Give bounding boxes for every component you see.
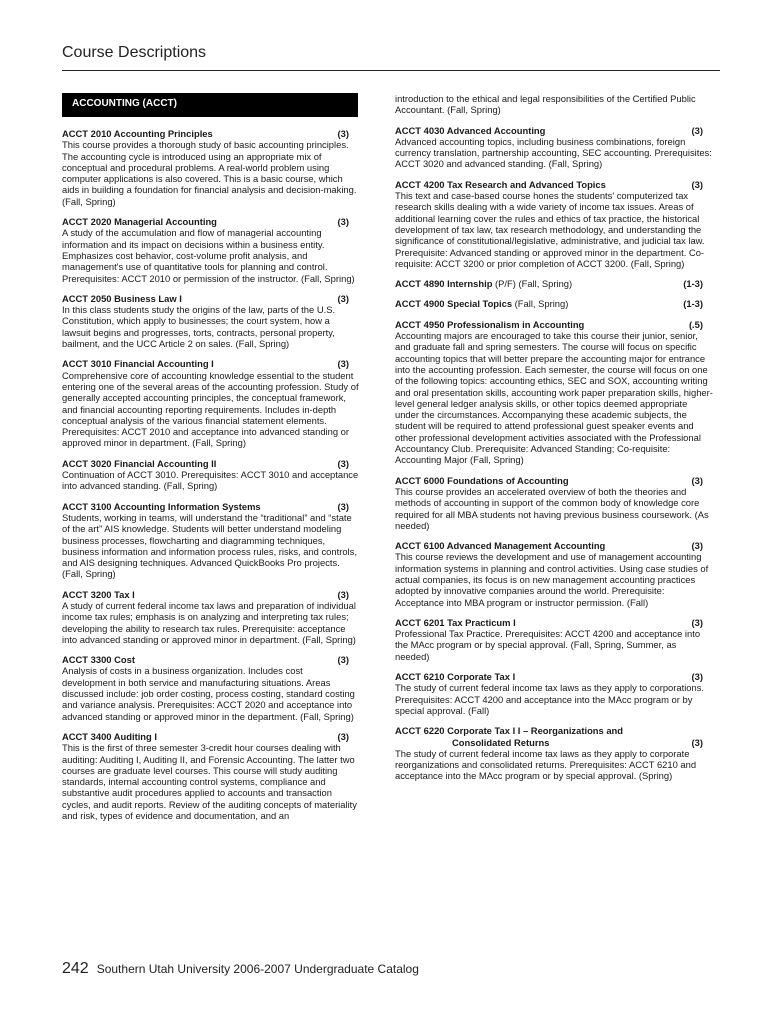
course-heading	[62, 731, 359, 742]
course-heading	[395, 125, 713, 136]
course-title	[62, 458, 216, 469]
continued-description: introduction to the ethical and legal responsibilities of the Certified Public Accountant. (Fall, Spring)	[395, 93, 696, 116]
course-title	[395, 298, 568, 309]
course-title-text: ACCT 3400 Auditing I	[62, 730, 157, 742]
course-description: Advanced accounting topics, including business combinations, foreign currency translation, partnership accounting, SEC accounting. Prerequisites: ACCT 3020 and advanced standing. (Fall, Spring)	[395, 135, 712, 170]
course-heading	[62, 358, 359, 369]
course-entry	[62, 293, 359, 349]
course-title-text: ACCT 6210 Corporate Tax I	[395, 671, 516, 683]
course-heading	[395, 540, 713, 551]
course-title-text: ACCT 4200 Tax Research and Advanced Topics	[395, 178, 606, 190]
course-description: This is the first of three semester 3-credit hour courses dealing with auditing: Auditing I, Auditing II, and Forensic Accounting. The latter two courses are graduate level courses. This course will study auditing standards, internal accounting control systems, compliance and substantive audit procedures applied to accounts and transaction cycles, and audit reports. Review of the auditing concepts of materiality and risk, types of evidence and documentation, and an	[62, 742, 357, 822]
course-entry	[62, 216, 359, 284]
course-entry	[395, 617, 713, 662]
course-heading	[395, 475, 713, 486]
course-title-text: ACCT 6201 Tax Practicum I	[395, 616, 516, 628]
course-credits: (3)	[691, 616, 703, 628]
course-entry	[395, 725, 713, 781]
course-title	[62, 358, 214, 369]
course-title	[395, 278, 572, 289]
course-entry	[395, 179, 713, 269]
course-entry	[395, 540, 713, 608]
course-title	[62, 731, 157, 742]
course-credits: (3)	[337, 358, 349, 370]
course-title-text: ACCT 2050 Business Law I	[62, 292, 182, 304]
course-credits: (3)	[691, 124, 703, 136]
course-credits: (3)	[337, 588, 349, 600]
course-title	[395, 179, 606, 190]
course-entry	[62, 731, 359, 821]
course-title	[62, 128, 213, 139]
course-title-text: ACCT 2010 Accounting Principles	[62, 128, 213, 139]
course-credits: (.5)	[688, 318, 703, 330]
course-credits: (3)	[337, 730, 349, 742]
course-heading	[395, 671, 713, 682]
course-description: This text and case-based course hones the students' computerized tax research skills dealing with a wide variety of income tax issues. Areas of additional learning cover the rules and ethics of tax practice, the historical development of tax law, tax research methodology, and understanding the significance of constitutional/legislative, administrative, and judicial tax law. Prerequisite: Advanced standing or approved minor in the department. Co-requisite: ACCT 3200 or prior completion of ACCT 3200. (Fall, Spring)	[395, 190, 705, 269]
course-note: (Fall, Spring)	[514, 298, 569, 310]
course-description: Comprehensive core of accounting knowledge essential to the student entering one of the several areas of the accounting profession. Study of generally accepted accounting principles, the conceptual framework, and financial accounting reporting requirements. Includes in-depth conceptual analysis of the various financial statement elements. Prerequisites: ACCT 2010 and acceptance into advanced standing or approved minor in department. (Fall, Spring)	[62, 369, 359, 449]
course-credits: (3)	[337, 654, 349, 666]
course-description: In this class students study the origins of the law, parts of the U.S. Constitution, which apply to businesses; the court system, how a lawsuit begins and progresses, torts, contracts, personal property, bailment, and the UCC Article 2 on sales. (Fall, Spring)	[62, 304, 336, 350]
course-credits: (1-3)	[683, 278, 703, 290]
footer-text: Southern Utah University 2006-2007 Undergraduate Catalog	[96, 962, 419, 976]
course-description: This course provides a thorough study of basic accounting principles. The accounting cycle is introduced using an appropriate mix of conceptual and procedural problems. A real-world problem using computer applications is also covered. This is a basic course, which aids in building a foundation for financial analysis and decision-making. (Fall, Spring)	[62, 139, 357, 207]
course-title-text: ACCT 4950 Professionalism in Accounting	[395, 318, 585, 330]
course-heading	[395, 298, 713, 309]
course-heading	[62, 589, 359, 600]
page-number: 242	[62, 960, 89, 977]
course-title-text: ACCT 3020 Financial Accounting II	[62, 457, 217, 469]
right-column	[395, 93, 713, 791]
course-title	[395, 475, 569, 486]
header-divider	[62, 70, 720, 71]
course-title	[395, 125, 545, 136]
course-heading	[62, 654, 359, 665]
course-description: This course provides an accelerated overview of both the theories and methods of accounting in support of the common body of knowledge core required for all MBA students not having previous business coursework. (As needed)	[395, 485, 709, 531]
course-entry	[395, 278, 713, 289]
course-title	[395, 540, 605, 551]
course-entry	[62, 128, 359, 207]
course-heading	[395, 179, 713, 190]
course-entry	[62, 458, 359, 492]
course-entry	[395, 475, 713, 531]
page-title: Course Descriptions	[62, 44, 207, 61]
course-credits: (1-3)	[683, 298, 703, 310]
course-title-text: ACCT 3010 Financial Accounting I	[62, 358, 214, 370]
course-title-text: ACCT 4030 Advanced Accounting	[395, 124, 546, 136]
course-description: A study of the accumulation and flow of managerial accounting information and its impact on decisions within a business entity. Emphasizes cost behavior, cost-volume profit analysis, and management's use of quantitative tools for planning and control. Prerequisites: ACCT 2010 or permission of the instructor. (Fall, Spring)	[62, 227, 355, 284]
course-credits: (3)	[691, 736, 703, 748]
course-heading	[62, 216, 359, 227]
course-description: The study of current federal income tax laws as they apply to corporate reorganizations and consolidated returns. Prerequisites: ACCT 6210 and acceptance into the MAcc program or by special approval. (Spring)	[395, 747, 697, 782]
course-heading	[62, 501, 359, 512]
course-credits: (3)	[691, 540, 703, 552]
course-title	[395, 671, 515, 682]
course-note: (P/F) (Fall, Spring)	[495, 278, 573, 290]
course-heading	[395, 278, 713, 289]
course-title	[62, 501, 261, 512]
course-title-text: ACCT 4900 Special Topics	[395, 298, 513, 310]
course-title	[62, 654, 135, 665]
course-heading	[395, 319, 713, 330]
course-title-text: ACCT 3300 Cost	[62, 654, 135, 666]
course-entry	[395, 319, 713, 466]
course-title	[62, 293, 182, 304]
course-entry	[62, 358, 359, 448]
section-heading: ACCOUNTING (ACCT)	[62, 93, 358, 117]
course-title-text: ACCT 3100 Accounting Information Systems	[62, 500, 261, 512]
course-description: A study of current federal income tax laws and preparation of individual income tax rules; emphasis is on analyzing and interpreting tax rules; developing the ability to research tax rules. Prerequisite: acceptance into advanced standing or approved minor in department. (Fall, Spring)	[62, 599, 356, 645]
course-title-text: ACCT 2020 Managerial Accounting	[62, 216, 217, 228]
course-title-continued: Consolidated Returns	[452, 736, 550, 748]
course-title	[62, 589, 135, 600]
course-credits: (3)	[337, 500, 349, 512]
course-description: This course reviews the development and use of management accounting information systems in planning and control activities. Using case studies of actual companies, its focus is on new management accounting practices adopted by innovative companies around the world. Prerequisite: Acceptance into MBA program or instructor permission. (Fall)	[395, 551, 709, 608]
course-credits: (3)	[337, 292, 349, 304]
course-entry	[62, 654, 359, 722]
course-title	[395, 617, 516, 628]
course-entry	[395, 298, 713, 309]
course-heading	[62, 293, 359, 304]
course-credits: (3)	[691, 474, 703, 486]
course-title-text: ACCT 4890 Internship	[395, 278, 493, 290]
course-heading	[62, 458, 359, 469]
course-description: Students, working in teams, will understand the “traditional” and “state of the art” AIS knowledge. Students will better understand modeling business processes, flowcharting and diagramming techniques, business information and information process rules, risks, and controls, and AIS designing techniques. Advanced QuickBooks Pro projects. (Fall, Spring)	[62, 511, 357, 580]
course-title	[395, 319, 584, 330]
left-column	[62, 93, 359, 830]
course-title	[62, 216, 217, 227]
course-description: Professional Tax Practice. Prerequisites: ACCT 4200 and acceptance into the MAcc program or by special approval. (Fall, Spring, Summer, as needed)	[395, 628, 701, 662]
course-title-text: ACCT 6100 Advanced Management Accounting	[395, 540, 606, 552]
course-entry	[395, 671, 713, 716]
page-footer	[62, 960, 419, 978]
course-entry	[395, 125, 713, 170]
course-credits: (3)	[337, 457, 349, 469]
course-description: Analysis of costs in a business organization. Includes cost development in both service and manufacturing situations. Areas discussed include: job order costing, process costing, standard costing and variance analysis. Prerequisites: ACCT 2020 and acceptance into advanced standing or approved minor in the department. (Fall, Spring)	[62, 665, 355, 722]
course-title-text: ACCT 6220 Corporate Tax I I – Reorganizations and	[395, 725, 624, 737]
course-entry	[62, 589, 359, 645]
course-title-text: ACCT 6000 Foundations of Accounting	[395, 474, 569, 486]
course-title	[395, 725, 623, 748]
course-description: Continuation of ACCT 3010. Prerequisites: ACCT 3010 and acceptance into advanced standing. (Fall, Spring)	[62, 469, 359, 492]
course-description: Accounting majors are encouraged to take this course their junior, senior, and graduate fall and spring semesters. The course will focus on specific accounting topics that will better prepare the accounting major for entrance into the accounting profession. Each semester, the course will focus on one of the following topics: accounting ethics, SEC and SOX, accounting writing and oral presentation skills, accounting work paper preparation skills, higher-level general ledger analysis skills, or other topics deemed appropriate under the circumstances. Accompanying these academic subjects, the student will be required to attend professional guest speaker events and other professional development activities associated with the Professional Accountancy Club. Prerequisite: Advanced Standing; Co-requisite: Accounting Major (Fall, Spring)	[395, 330, 713, 466]
course-heading	[395, 617, 713, 628]
course-credits: (3)	[337, 128, 349, 139]
course-heading	[62, 128, 359, 139]
course-credits: (3)	[691, 178, 703, 190]
course-title-text: ACCT 3200 Tax I	[62, 588, 135, 600]
course-credits: (3)	[337, 216, 349, 228]
course-heading	[395, 725, 713, 748]
course-credits: (3)	[691, 671, 703, 683]
course-entry	[62, 501, 359, 580]
course-description: The study of current federal income tax laws as they apply to corporations. Prerequisites: ACCT 4200 and acceptance into the MAcc program or by special approval. (Fall)	[395, 682, 705, 716]
